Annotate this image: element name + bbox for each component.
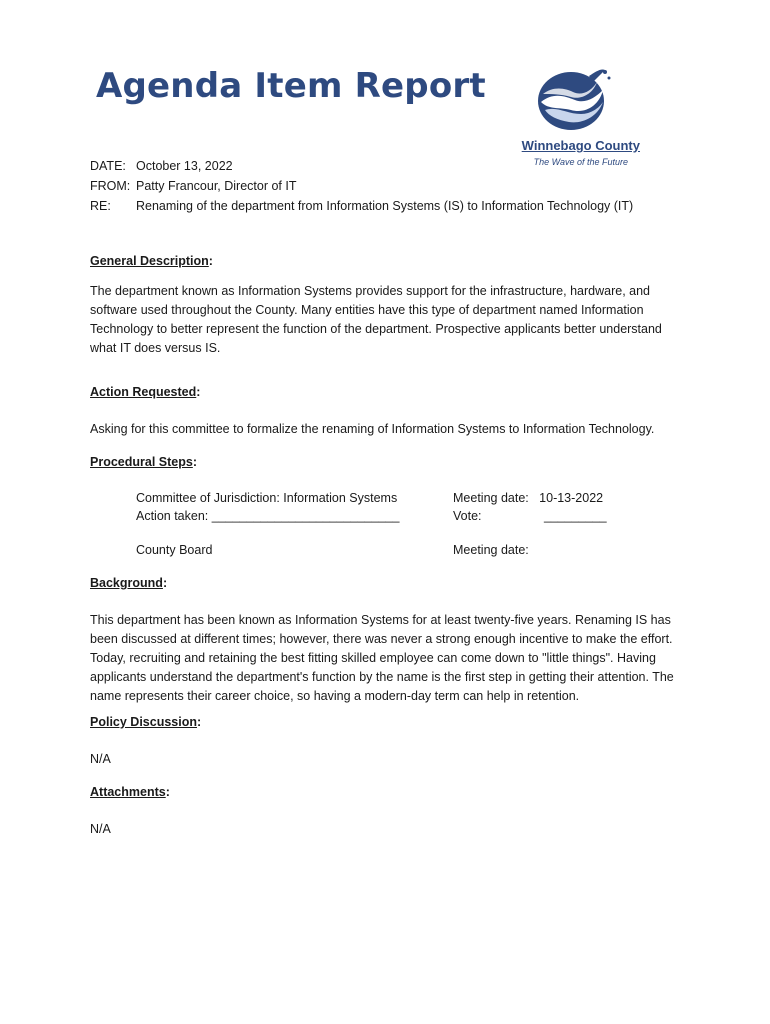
policy-discussion-heading: Policy Discussion:: [90, 715, 202, 729]
committee-line: Committee of Jurisdiction: Information Systems: [136, 491, 398, 505]
attachments-heading-text: Attachments: [90, 785, 166, 799]
county-tagline: The Wave of the Future: [533, 157, 628, 167]
general-description-body: The department known as Information Systems provides support for the infrastructure, hardware, and software used throughout the County. Many entities have this type of department named Information Technology to better represent the function of the department. Prospective applicants better understand what IT does versus IS.: [90, 284, 662, 355]
from-value: Patty Francour, Director of IT: [136, 179, 297, 193]
procedural-steps-heading: Procedural Steps:: [90, 455, 197, 469]
background-heading: Background:: [90, 576, 168, 590]
general-description-heading: General Description:: [90, 254, 213, 268]
memo-from-row: [90, 177, 633, 197]
background-heading-text: Background: [90, 576, 163, 590]
action-taken-line: Action taken: ___________________________: [136, 509, 400, 523]
page-title: Agenda Item Report: [96, 66, 486, 106]
meeting-date-line: Meeting date: 10-13-2022: [453, 491, 604, 505]
action-requested-heading: Action Requested:: [90, 385, 201, 399]
policy-discussion-heading-text: Policy Discussion: [90, 715, 197, 729]
board-meeting-date-line: Meeting date:: [453, 543, 529, 557]
memo-header: [90, 157, 633, 217]
attachments-heading: Attachments:: [90, 785, 170, 799]
action-requested-body: Asking for this committee to formalize the renaming of Information Systems to Information Technology.: [90, 422, 655, 436]
date-value: October 13, 2022: [136, 159, 233, 173]
wave-logo-icon: [535, 66, 611, 132]
re-label: RE:: [90, 199, 111, 213]
background-body: This department has been known as Information Systems for at least twenty-five years. Renaming IS has been discussed at different times; however, there was never a strong enough incentive to make the effort. Today, recruiting and retaining the best fitting skilled employee can come down to "little things". Having applicants understand the department's function by the name is the first step in getting their attention. The name represents their career choice, so having a modern-day term can help in retention.: [90, 613, 674, 703]
county-board-line: County Board: [136, 543, 213, 557]
procedural-steps-heading-text: Procedural Steps: [90, 455, 193, 469]
memo-re-row: [90, 197, 633, 217]
vote-line: Vote: _________: [453, 509, 607, 523]
attachments-body: N/A: [90, 822, 111, 836]
procedural-steps-right: [453, 489, 607, 559]
from-label: FROM:: [90, 179, 131, 193]
action-requested-heading-text: Action Requested: [90, 385, 197, 399]
county-name: Winnebago County: [521, 138, 640, 153]
date-label: DATE:: [90, 159, 126, 173]
procedural-steps-left: [136, 489, 399, 559]
memo-date-row: [90, 157, 633, 177]
re-value: Renaming of the department from Information Systems (IS) to Information Technology (IT): [136, 199, 634, 213]
policy-discussion-body: N/A: [90, 752, 111, 766]
general-description-heading-text: General Description: [90, 254, 209, 268]
